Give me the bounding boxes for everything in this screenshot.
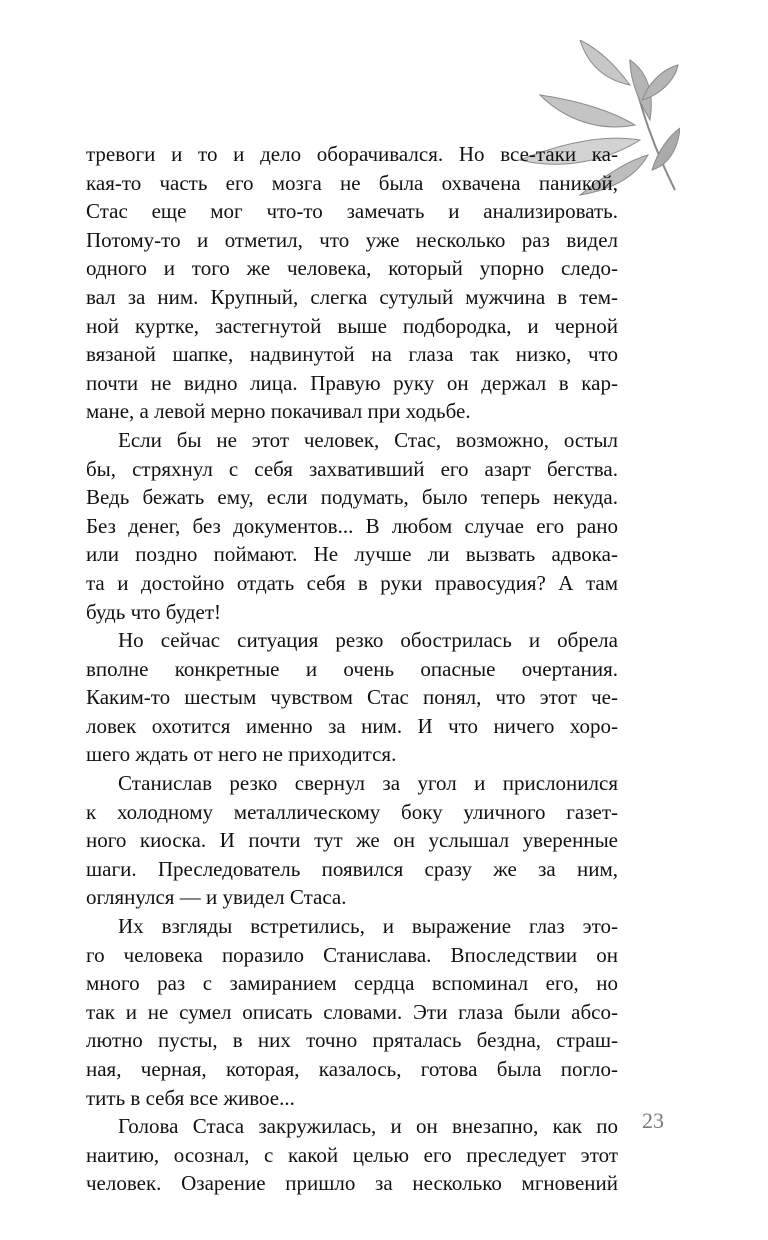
text-line: или поздно поймают. Не лучше ли вызвать адвока-	[86, 542, 618, 567]
text-line: почти не видно лица. Правую руку он держал в кар-	[86, 370, 618, 395]
text-line: ная, черная, которая, казалось, готова была погло-	[86, 1057, 618, 1081]
paragraph	[86, 140, 618, 426]
text-line: бы, стряхнул с себя захвативший его азарт бегства.	[86, 456, 618, 481]
text-line: так и не сумел описать словами. Эти глаза были абсо-	[86, 999, 618, 1024]
text-line: Ведь бежать ему, если подумать, было теперь некуда.	[86, 485, 618, 510]
text-line: ной куртке, застегнутой выше подбородка, и черной	[86, 313, 618, 338]
text-line: Стас еще мог что-то замечать и анализировать.	[86, 199, 618, 224]
text-line: та и достойно отдать себя в руки правосудия? А там	[86, 570, 618, 595]
text-line: ного киоска. И почти тут же он услышал уверенные	[86, 828, 618, 853]
text-line: Без денег, без документов... В любом случае его рано	[86, 513, 618, 538]
text-line: го человека поразило Станислава. Впоследствии он	[86, 942, 618, 967]
text-line: оглянулся — и увидел Стаса.	[86, 885, 347, 910]
text-line: лютно пусты, в них точно пряталась бездна, страш-	[86, 1028, 618, 1053]
text-line: шаги. Преследователь появился сразу же за ним,	[86, 856, 618, 881]
paragraph	[86, 1112, 618, 1198]
text-line: Каким-то шестым чувством Стас понял, что этот че-	[86, 685, 618, 710]
text-line: будь что будет!	[86, 599, 222, 624]
text-line: кая-то часть его мозга не была охвачена паникой,	[86, 170, 618, 195]
text-line: много раз с замиранием сердца вспоминал его, но	[86, 971, 618, 996]
text-line: шего ждать от него не приходится.	[86, 742, 397, 767]
text-line: одного и того же человека, который упорно следо-	[86, 256, 618, 281]
text-line: Но сейчас ситуация резко обострилась и обрела	[118, 628, 618, 653]
text-line: Голова Стаса закружилась, и он внезапно, как по	[118, 1114, 618, 1139]
text-line: к холодному металлическому боку уличного газет-	[86, 799, 618, 824]
text-line: Станислав резко свернул за угол и прислонился	[118, 771, 618, 796]
text-line: вал за ним. Крупный, слегка сутулый мужчина в тем-	[86, 284, 618, 309]
text-line: Их взгляды встретились, и выражение глаз это-	[118, 914, 618, 939]
text-line: вязаной шапке, надвинутой на глаза так низко, что	[86, 342, 618, 367]
page-number: 23	[642, 1108, 664, 1133]
text-line: Потому-то и отметил, что уже несколько раз видел	[86, 227, 618, 252]
text-line: Если бы не этот человек, Стас, возможно, остыл	[118, 427, 618, 452]
text-line: мане, а левой мерно покачивал при ходьбе.	[86, 399, 471, 424]
text-line: наитию, осознал, с какой целью его преследует этот	[86, 1142, 618, 1167]
paragraph	[86, 769, 618, 912]
body-text	[86, 140, 618, 1198]
paragraph	[86, 912, 618, 1112]
text-line: вполне конкретные и очень опасные очертания.	[86, 656, 618, 681]
text-line: тревоги и то и дело оборачивался. Но все-таки ка-	[86, 142, 618, 166]
paragraph	[86, 626, 618, 769]
text-line: ловек охотится именно за ним. И что ничего хоро-	[86, 713, 618, 738]
text-line: человек. Озарение пришло за несколько мгновений	[86, 1171, 618, 1196]
paragraph	[86, 426, 618, 626]
text-line: тить в себя все живое...	[86, 1085, 295, 1110]
